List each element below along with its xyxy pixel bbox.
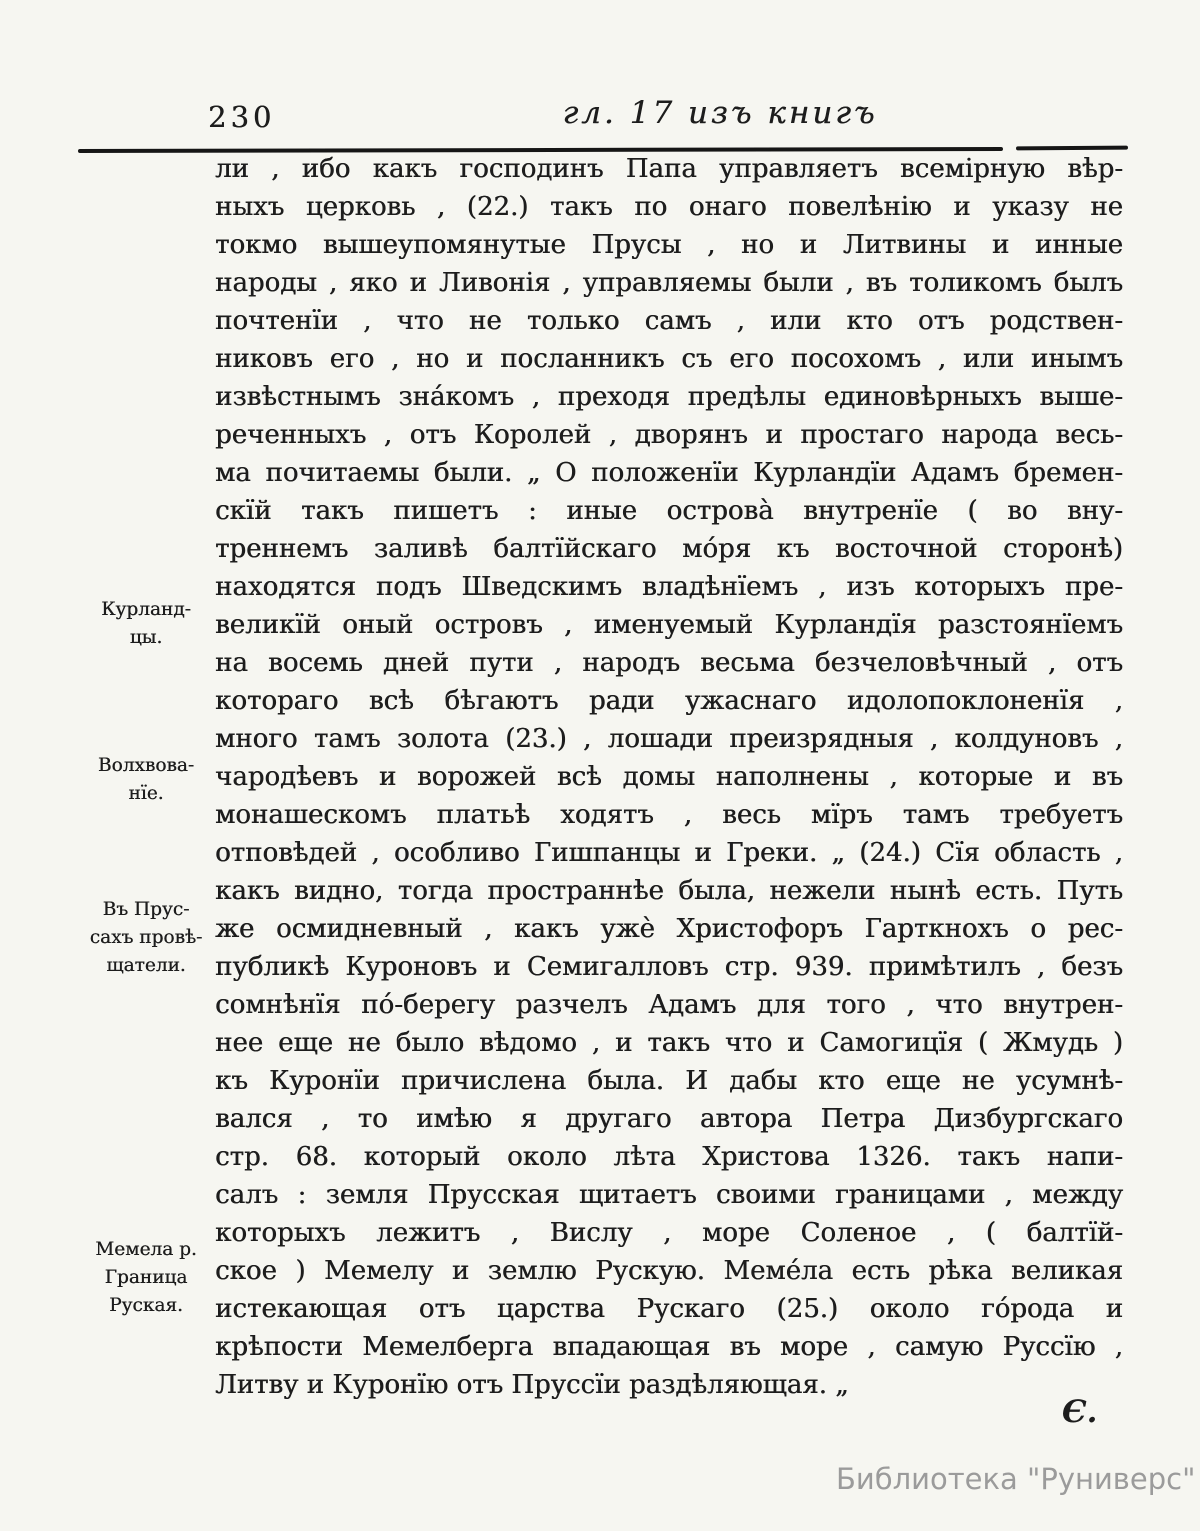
- body-line: треннемъ заливѣ балтїйскаго мо́ря къ восточной сторонѣ): [215, 534, 1123, 564]
- margin-note-line: щатели.: [106, 955, 186, 976]
- body-line: ныхъ церковь , (22.) такъ по онаго повелѣнію и указу не: [215, 192, 1123, 222]
- margin-note-volkhvovanie: [82, 752, 210, 808]
- body-line: Литву и Куронїю отъ Пруссїи раздѣляющая. „: [215, 1370, 849, 1400]
- margin-note-line: Въ Прус-: [102, 899, 190, 920]
- body-line: на восемь дней пути , народъ весьма безчеловѣчный , отъ: [215, 648, 1123, 678]
- body-line: публикѣ Куроновъ и Семигалловъ стр. 939. примѣтилъ , безъ: [215, 952, 1123, 982]
- body-line: къ Куронїи причислена была. И дабы кто еще не усумнѣ-: [215, 1066, 1123, 1096]
- margin-note-proveshchateli: [82, 896, 210, 980]
- quire-signature: Є.: [1062, 1394, 1098, 1430]
- body-line: почтенїи , что не только самъ , или кто отъ родствен-: [215, 306, 1123, 336]
- running-title: гл. 17 изъ книгъ: [562, 95, 878, 131]
- margin-note-line: нїе.: [128, 783, 164, 804]
- body-line: реченныхъ , отъ Королей , дворянъ и простаго народа весь-: [215, 420, 1123, 450]
- margin-note-line: Руская.: [109, 1295, 183, 1316]
- margin-note-line: Мемела р.: [95, 1239, 197, 1260]
- margin-note-line: цы.: [129, 627, 163, 648]
- margin-note-line: Граница: [104, 1267, 188, 1288]
- body-line: ли , ибо какъ господинъ Папа управляетъ всемірную вѣр-: [215, 154, 1123, 184]
- body-line: великїй оный островъ , именуемый Курландїя разстоянїемъ: [215, 610, 1123, 640]
- body-line: никовъ его , но и посланникъ съ его посохомъ , или инымъ: [215, 344, 1123, 374]
- body-line: котораго всѣ бѣгаютъ ради ужаснаго идолопоклоненїя ,: [215, 686, 1123, 716]
- body-line: какъ видно, тогда пространнѣе была, нежели нынѣ есть. Путь: [215, 876, 1123, 906]
- body-line: отповѣдей , особливо Гишпанцы и Греки. „ (24.) Сїя область ,: [215, 838, 1123, 868]
- body-line: много тамъ золота (23.) , лошади преизрядныя , колдуновъ ,: [215, 724, 1123, 754]
- margin-note-kurlandtsy: [82, 596, 210, 652]
- body-line: чародѣевъ и ворожей всѣ домы наполнены , которые и въ: [215, 762, 1123, 792]
- margin-note-line: Курланд-: [101, 599, 191, 620]
- margin-note-line: Волхвова-: [97, 755, 195, 776]
- body-line: находятся подъ Шведскимъ владѣнїемъ , изъ которыхъ пре-: [215, 572, 1123, 602]
- body-line: народы , яко и Ливонія , управляемы были , въ толикомъ былъ: [215, 268, 1123, 298]
- body-line: токмо вышеупомянутые Прусы , но и Литвины и инные: [215, 230, 1123, 260]
- margin-note-memela-granitsa: [82, 1236, 210, 1320]
- body-line: ское ) Мемелу и землю Рускую. Меме́ла есть рѣка великая: [215, 1256, 1123, 1286]
- page-number: 230: [208, 100, 276, 134]
- body-line: же осмидневный , какъ ужѐ Христофоръ Гарткнохъ о рес-: [215, 914, 1123, 944]
- body-line: крѣпости Мемелберга впадающая въ море , самую Руссїю ,: [215, 1332, 1123, 1362]
- body-line: извѣстнымъ зна́комъ , преходя предѣлы единовѣрныхъ выше-: [215, 382, 1123, 412]
- body-line: истекающая отъ царства Рускаго (25.) около го́рода и: [215, 1294, 1123, 1324]
- body-line: монашескомъ платьѣ ходятъ , весь мїръ тамъ требуетъ: [215, 800, 1123, 830]
- body-line: скїй такъ пишетъ : иные острова̀ внутренїе ( во вну-: [215, 496, 1123, 526]
- library-watermark: Библиотека "Руниверс": [836, 1462, 1196, 1496]
- body-line: стр. 68. который около лѣта Христова 1326. такъ напи-: [215, 1142, 1123, 1172]
- body-line: вался , то имѣю я другаго автора Петра Дизбургскаго: [215, 1104, 1123, 1134]
- body-line: салъ : земля Прусская щитаетъ своими границами , между: [215, 1180, 1123, 1210]
- body-text: [215, 150, 1123, 1404]
- body-line: сомнѣнїя по́-берегу разчелъ Адамъ для того , что внутрен-: [215, 990, 1123, 1020]
- margin-note-line: сахъ провѣ-: [89, 927, 203, 948]
- body-line: нее еще не было вѣдомо , и такъ что и Самогицїя ( Жмудь ): [215, 1028, 1123, 1058]
- body-line: ма почитаемы были. „ О положенїи Курландїи Адамъ бремен-: [215, 458, 1123, 488]
- body-line: которыхъ лежитъ , Вислу , море Соленое , ( балтїй-: [215, 1218, 1123, 1248]
